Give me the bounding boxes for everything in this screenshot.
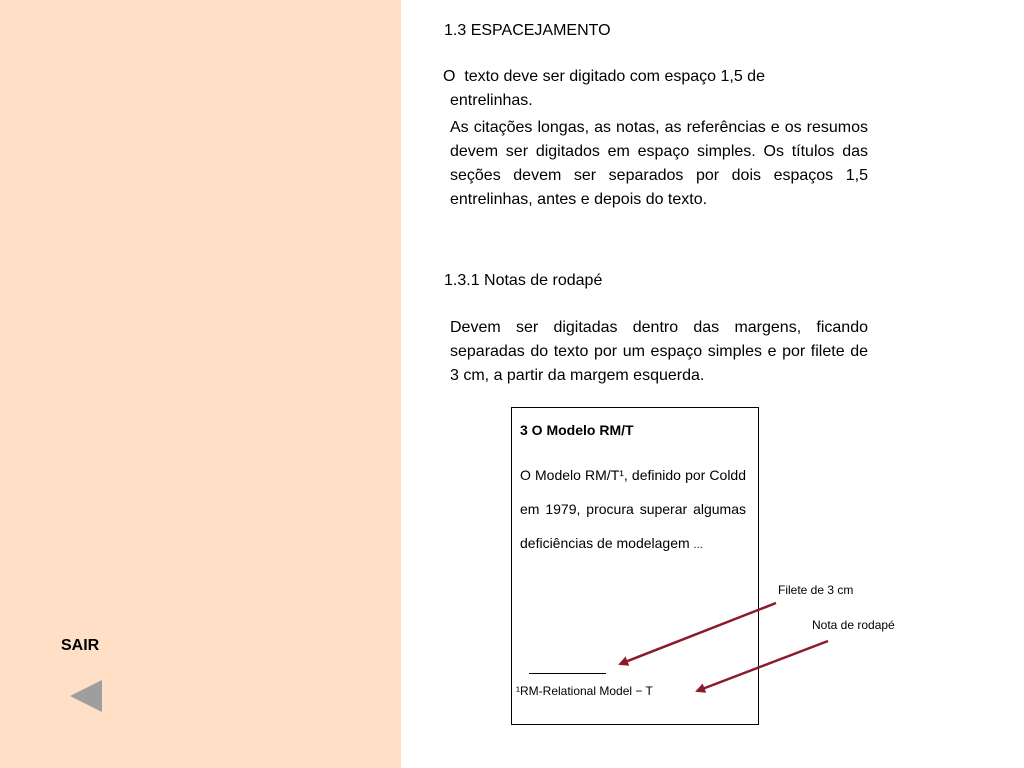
annotation-nota: Nota de rodapé xyxy=(812,618,895,632)
paragraph-spacing xyxy=(443,65,868,113)
sair-button[interactable]: SAIR xyxy=(61,637,100,654)
paragraph-line: entrelinhas. xyxy=(450,92,533,109)
paragraph-footnotes: Devem ser digitadas dentro das margens, ficando separadas do texto por um espaço simples e por filete de 3 cm, a partir da margem esquerda. xyxy=(450,319,868,384)
example-ellipsis: ... xyxy=(693,539,703,551)
section-title: 1.3 ESPACEJAMENTO xyxy=(444,22,611,39)
left-panel xyxy=(0,0,401,768)
paragraph-line: O texto deve ser digitado com espaço 1,5 de xyxy=(443,68,765,85)
footnote-rule xyxy=(529,673,606,674)
subsection-title: 1.3.1 Notas de rodapé xyxy=(444,272,603,289)
example-title: 3 O Modelo RM/T xyxy=(520,422,634,438)
example-body xyxy=(520,458,746,562)
back-arrow-icon[interactable] xyxy=(68,678,104,714)
annotation-filete: Filete de 3 cm xyxy=(778,583,854,597)
example-body-text: O Modelo RM/T¹, definido por Coldd em 1979, procura superar algumas deficiências de modelagem xyxy=(520,467,746,551)
example-page-box xyxy=(511,407,759,725)
paragraph-citations: As citações longas, as notas, as referências e os resumos devem ser digitados em espaço simples. Os títulos das seções devem ser separados por dois espaços 1,5 entrelinhas, antes e depois do texto. xyxy=(450,119,868,208)
footnote-text: ¹RM-Relational Model − T xyxy=(516,684,653,698)
